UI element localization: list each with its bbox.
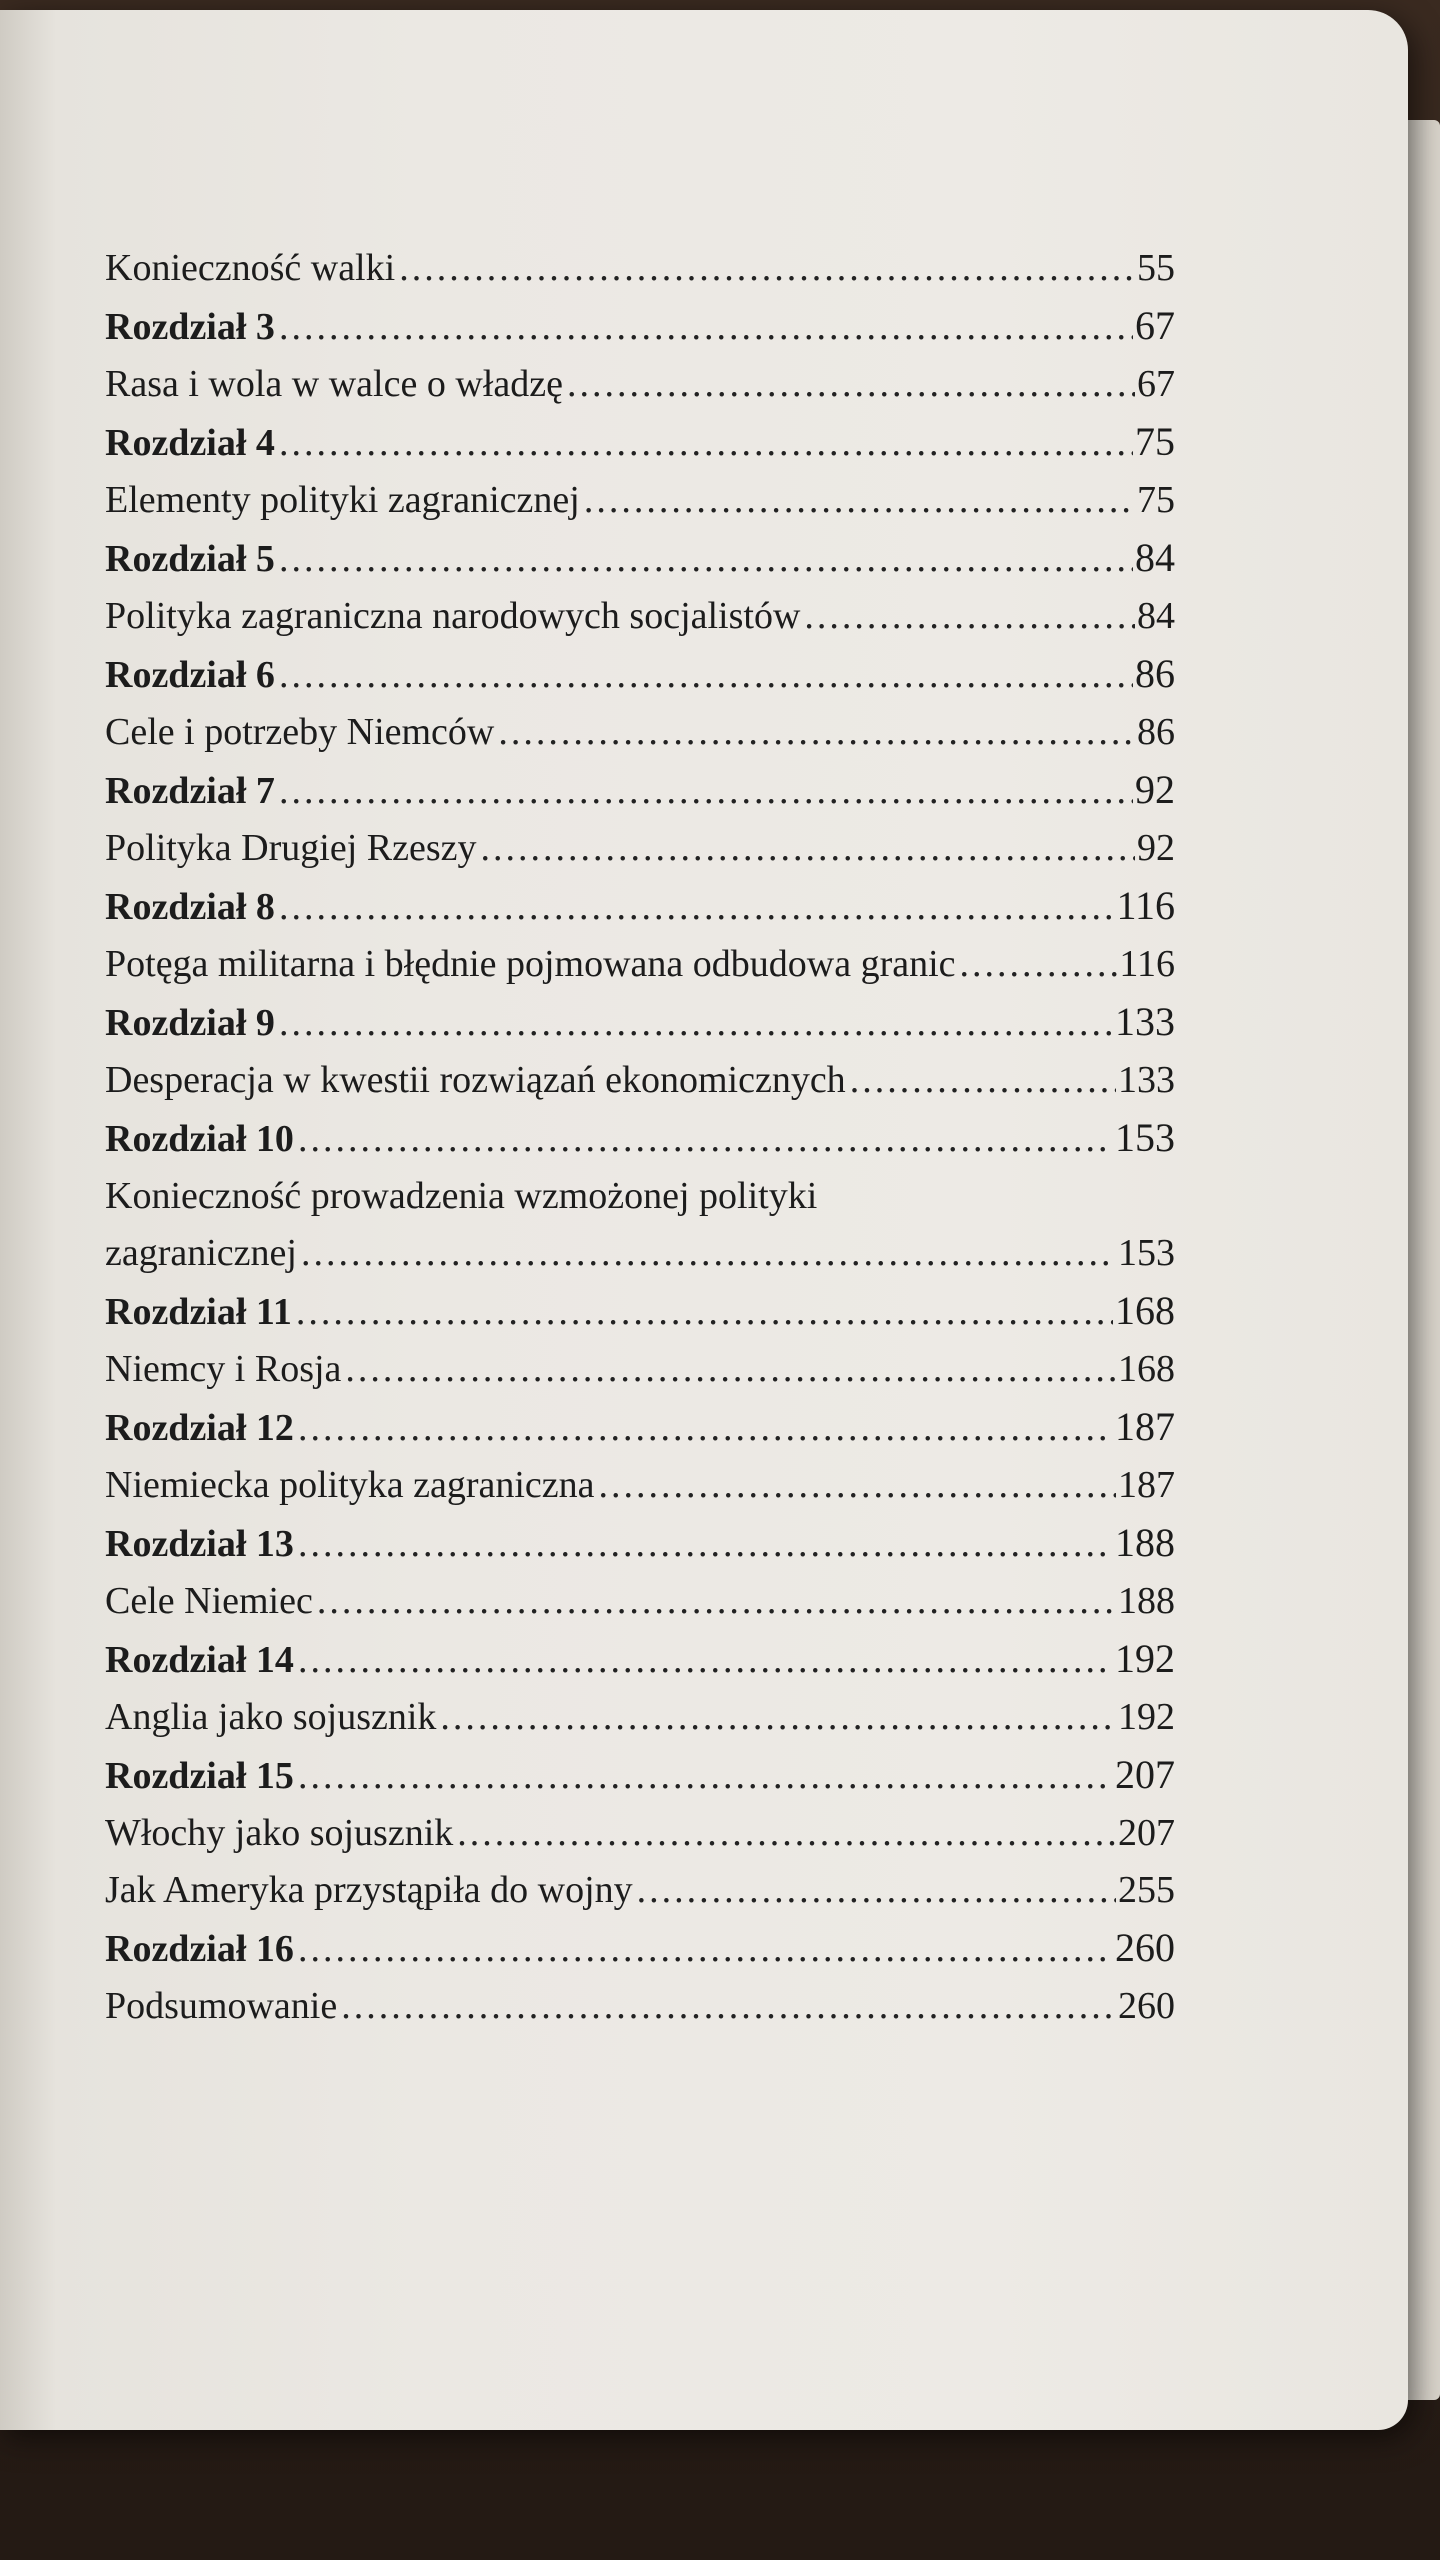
toc-chapter-entry [105,1514,1175,1573]
table-of-contents [105,240,1175,2035]
toc-entry-title: zagranicznej [105,1232,297,1274]
toc-entry-title: Rozdział 7 [105,770,275,812]
dot-leader [498,704,1135,761]
dot-leader [279,647,1133,704]
toc-entry-title: Rozdział 6 [105,654,275,696]
toc-page-number: 260 [1115,1925,1175,1970]
toc-page-number: 168 [1115,1288,1175,1333]
toc-entry-title: Rasa i wola w walce o władzę [105,363,563,405]
toc-page-number: 192 [1115,1636,1175,1681]
toc-section-entry [105,1805,1175,1862]
toc-page-number: 67 [1137,363,1175,405]
dot-leader [296,1284,1113,1341]
toc-page-number: 168 [1118,1348,1175,1390]
toc-page-number: 84 [1137,595,1175,637]
toc-page-number: 84 [1135,535,1175,580]
toc-page-number: 86 [1137,711,1175,753]
toc-page-number: 255 [1118,1869,1175,1911]
toc-section-entry [105,820,1175,877]
toc-section-entry [105,356,1175,413]
toc-section-entry [105,1225,1175,1282]
toc-entry-title-line1: Konieczność prowadzenia wzmożonej polityki [105,1175,818,1217]
toc-chapter-entry [105,413,1175,472]
dot-leader [960,936,1118,993]
toc-chapter-entry [105,1746,1175,1805]
toc-entry-title: Rozdział 15 [105,1755,294,1797]
dot-leader [480,820,1135,877]
toc-section-entry [105,588,1175,645]
toc-entry-title: Rozdział 10 [105,1118,294,1160]
toc-page-number: 187 [1115,1404,1175,1449]
toc-page-number: 192 [1118,1696,1175,1738]
toc-chapter-entry [105,877,1175,936]
toc-page-number: 55 [1137,247,1175,289]
toc-entry-title: Rozdział 13 [105,1523,294,1565]
toc-page-number: 67 [1135,303,1175,348]
toc-chapter-entry [105,1398,1175,1457]
toc-chapter-entry [105,297,1175,356]
toc-entry-title: Konieczność walki [105,247,396,289]
dot-leader [279,879,1115,936]
toc-page-number: 116 [1119,943,1175,985]
toc-section-entry [105,1341,1175,1398]
dot-leader [399,240,1135,297]
toc-entry-title: Elementy polityki zagranicznej [105,479,580,521]
toc-page-number: 207 [1118,1812,1175,1854]
dot-leader [298,1516,1113,1573]
dot-leader [584,472,1135,529]
toc-entry-title: Polityka Drugiej Rzeszy [105,827,477,869]
toc-entry-title: Niemiecka polityka zagraniczna [105,1464,595,1506]
toc-page-number: 188 [1118,1580,1175,1622]
toc-entry-title: Rozdział 8 [105,886,275,928]
toc-section-entry [105,1573,1175,1630]
dot-leader [279,299,1133,356]
dot-leader [279,995,1113,1052]
dot-leader [279,763,1133,820]
book-page [0,10,1408,2430]
toc-chapter-entry [105,993,1175,1052]
toc-page-number: 116 [1116,883,1175,928]
dot-leader [298,1921,1113,1978]
toc-section-entry [105,1052,1175,1109]
toc-entry-title: Rozdział 9 [105,1002,275,1044]
toc-section-entry [105,1862,1175,1919]
toc-section-entry [105,704,1175,761]
dot-leader [279,531,1133,588]
dot-leader [457,1805,1116,1862]
toc-entry-title: Desperacja w kwestii rozwiązań ekonomicznych [105,1059,846,1101]
toc-chapter-entry [105,1630,1175,1689]
toc-entry-title: Rozdział 5 [105,538,275,580]
toc-entry-line1 [105,1168,1175,1225]
toc-page-number: 188 [1115,1520,1175,1565]
toc-entry-title: Cele Niemiec [105,1580,313,1622]
toc-page-number: 187 [1118,1464,1175,1506]
toc-page-number: 75 [1137,479,1175,521]
toc-section-entry [105,1978,1175,2035]
toc-chapter-entry [105,645,1175,704]
toc-section-entry [105,936,1175,993]
dot-leader [599,1457,1116,1514]
toc-entry-title: Potęga militarna i błędnie pojmowana odbudowa granic [105,943,956,985]
dot-leader [279,415,1133,472]
toc-chapter-entry [105,1919,1175,1978]
toc-section-entry [105,472,1175,529]
dot-leader [341,1978,1116,2035]
toc-page-number: 92 [1135,767,1175,812]
dot-leader [804,588,1135,645]
dot-leader [301,1225,1116,1282]
toc-chapter-entry [105,1109,1175,1168]
dot-leader [298,1748,1113,1805]
toc-page-number: 133 [1118,1059,1175,1101]
dot-leader [298,1632,1113,1689]
toc-section-entry [105,1689,1175,1746]
toc-page-number: 260 [1118,1985,1175,2027]
toc-entry-title: Cele i potrzeby Niemców [105,711,495,753]
toc-entry-title: Rozdział 16 [105,1928,294,1970]
toc-entry-title: Włochy jako sojusznik [105,1812,454,1854]
toc-entry-title: Podsumowanie [105,1985,338,2027]
dot-leader [298,1111,1113,1168]
dot-leader [345,1341,1116,1398]
toc-entry-title: Rozdział 14 [105,1639,294,1681]
toc-page-number: 86 [1135,651,1175,696]
toc-entry-title: Rozdział 3 [105,306,275,348]
dot-leader [317,1573,1116,1630]
toc-entry-title: Jak Ameryka przystąpiła do wojny [105,1869,633,1911]
toc-entry-title: Rozdział 4 [105,422,275,464]
toc-page-number: 153 [1115,1115,1175,1160]
toc-page-number: 92 [1137,827,1175,869]
toc-page-number: 207 [1115,1752,1175,1797]
toc-entry-title: Rozdział 11 [105,1291,292,1333]
toc-section-entry [105,240,1175,297]
dot-leader [440,1689,1116,1746]
dot-leader [567,356,1135,413]
toc-page-number: 133 [1115,999,1175,1044]
toc-chapter-entry [105,529,1175,588]
toc-page-number: 75 [1135,419,1175,464]
toc-entry-title: Niemcy i Rosja [105,1348,342,1390]
toc-entry-title: Rozdział 12 [105,1407,294,1449]
toc-entry-title: Polityka zagraniczna narodowych socjalistów [105,595,801,637]
toc-page-number: 153 [1118,1232,1175,1274]
toc-chapter-entry [105,761,1175,820]
dot-leader [637,1862,1116,1919]
dot-leader [850,1052,1116,1109]
dot-leader [298,1400,1113,1457]
toc-entry-title: Anglia jako sojusznik [105,1696,437,1738]
toc-section-entry [105,1457,1175,1514]
toc-chapter-entry [105,1282,1175,1341]
